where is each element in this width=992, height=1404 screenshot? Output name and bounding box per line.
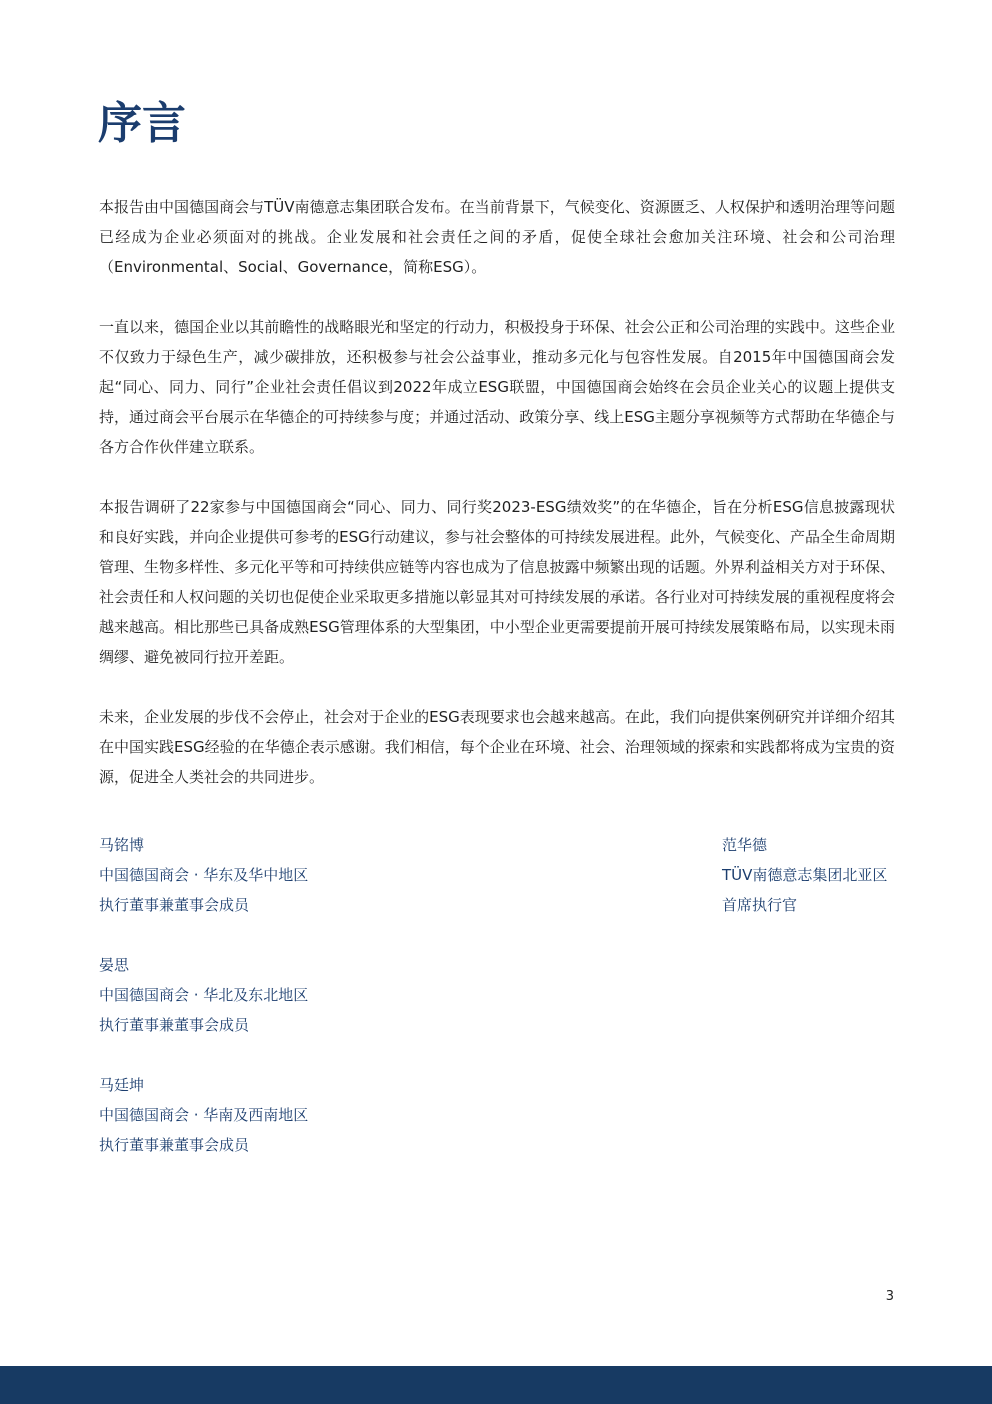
signatory-name: 马铭博 <box>99 836 145 854</box>
paragraph-4: 未来，企业发展的步伐不会停止，社会对于企业的ESG表现要求也会越来越高。在此，我们向提供案例研究并详细介绍其在中国实践ESG经验的在华德企表示感谢。我们相信，每个企业在环境、社会、治理领域的探索和实践都将成为宝贵的资源，促进全人类社会的共同进步。 <box>99 708 895 786</box>
signatory-role: 执行董事兼董事会成员 <box>99 1016 250 1034</box>
signatory-org: 中国德国商会 · 华东及华中地区 <box>99 866 309 884</box>
signatory-org: 中国德国商会 · 华南及西南地区 <box>99 1106 309 1124</box>
signatory-role: 执行董事兼董事会成员 <box>99 1136 250 1154</box>
signature-ahk-north <box>99 950 308 1040</box>
signature-tuv <box>722 830 887 920</box>
paragraph-3: 本报告调研了22家参与中国德国商会“同心、同力、同行奖2023-ESG绩效奖”的在华德企，旨在分析ESG信息披露现状和良好实践，并向企业提供可参考的ESG行动建议，参与社会整体的可持续发展进程。此外，气候变化、产品全生命周期管理、生物多样性、多元化平等和可持续供应链等内容也成为了信息披露中频繁出现的话题。外界利益相关方对于环保、社会责任和人权问题的关切也促使企业采取更多措施以彰显其对可持续发展的承诺。各行业对可持续发展的重视程度将会越来越高。相比那些已具备成熟ESG管理体系的大型集团，中小型企业更需要提前开展可持续发展策略布局，以实现未雨绸缪、避免被同行拉开差距。 <box>99 498 895 666</box>
signature-ahk-east <box>99 830 308 920</box>
signatory-role: 首席执行官 <box>722 896 798 914</box>
signatory-name: 范华德 <box>722 836 768 854</box>
signature-ahk-south <box>99 1070 308 1160</box>
signatory-org: 中国德国商会 · 华北及东北地区 <box>99 986 309 1004</box>
page-title: 序言 <box>98 98 186 149</box>
footer-bar <box>0 1366 992 1404</box>
signatory-role: 执行董事兼董事会成员 <box>99 896 250 914</box>
signatory-name: 晏思 <box>99 956 130 974</box>
paragraph-1: 本报告由中国德国商会与TÜV南德意志集团联合发布。在当前背景下，气候变化、资源匮乏、人权保护和透明治理等问题已经成为企业必须面对的挑战。企业发展和社会责任之间的矛盾，促使全球社会愈加关注环境、社会和公司治理（Environmental、Social、Governance，简称ESG）。 <box>99 198 895 276</box>
page-number: 3 <box>885 1289 894 1304</box>
signatory-org: TÜV南德意志集团北亚区 <box>722 866 888 884</box>
paragraph-2: 一直以来，德国企业以其前瞻性的战略眼光和坚定的行动力，积极投身于环保、社会公正和公司治理的实践中。这些企业不仅致力于绿色生产，减少碳排放，还积极参与社会公益事业，推动多元化与包容性发展。自2015年中国德国商会发起“同心、同力、同行”企业社会责任倡议到2022年成立ESG联盟，中国德国商会始终在会员企业关心的议题上提供支持，通过商会平台展示在华德企的可持续参与度；并通过活动、政策分享、线上ESG主题分享视频等方式帮助在华德企与各方合作伙伴建立联系。 <box>99 318 895 456</box>
signatory-name: 马廷坤 <box>99 1076 145 1094</box>
preface-body <box>99 192 895 822</box>
